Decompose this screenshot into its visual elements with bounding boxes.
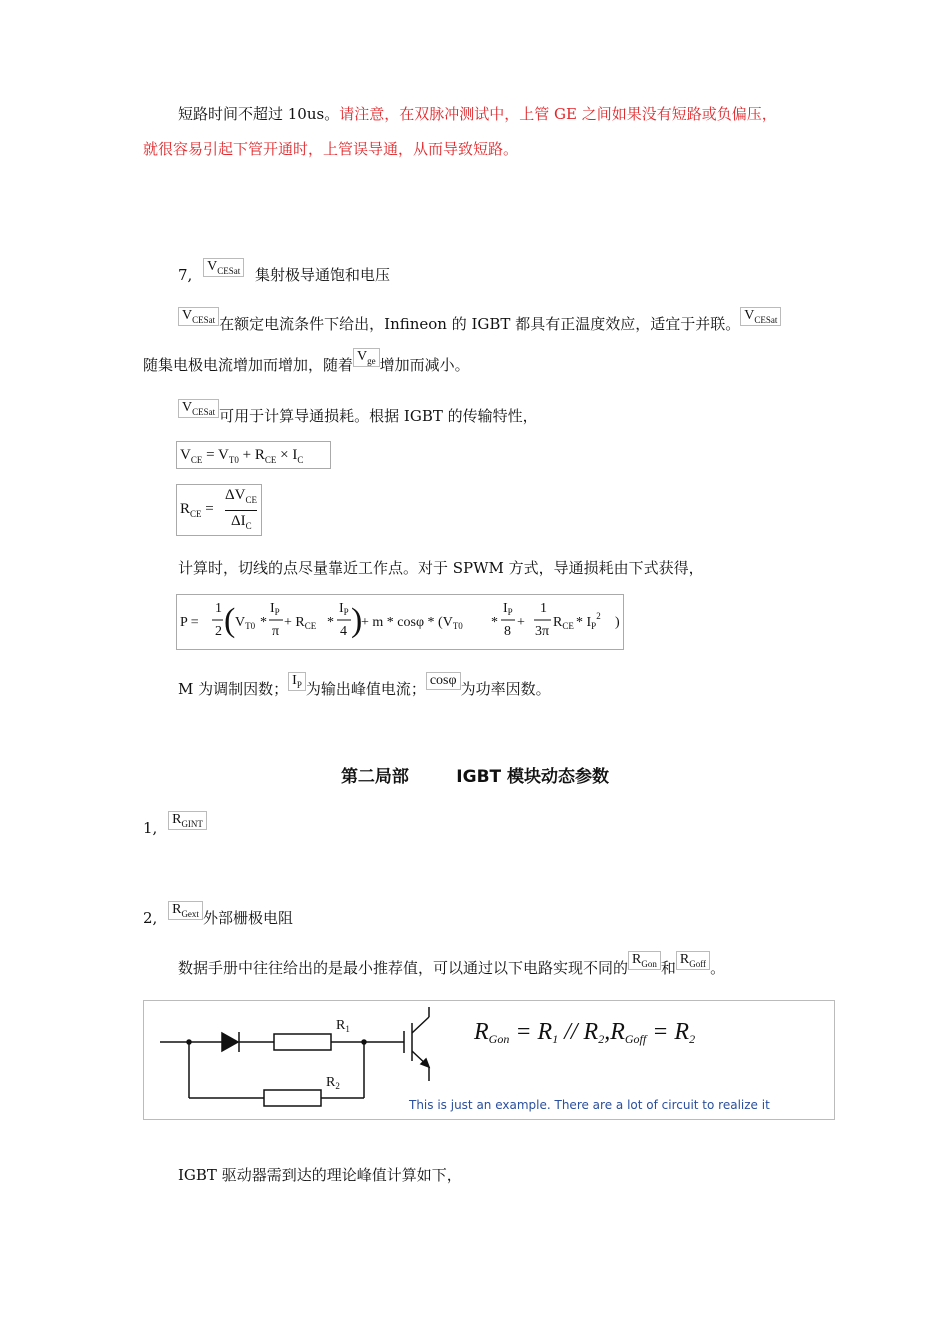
para2-text1: 在额定电流条件下给出，Infineon 的 IGBT 都具有正温度效应，适宜于并联。 xyxy=(219,315,741,333)
item1-num: 1, xyxy=(143,819,158,837)
svg-text:): ) xyxy=(615,615,620,630)
para2-line2 xyxy=(143,349,470,377)
item7-text: 集射极导通饱和电压 xyxy=(255,266,391,284)
rgoff-symbol: $R_{Goff}$ xyxy=(676,951,710,970)
para1-black: 短路时间不超过 10us。 xyxy=(178,105,340,123)
svg-text:+ m * cosφ * (VT0: + m * cosφ * ($V_{T0}$ xyxy=(361,615,463,631)
para3-text: 可用于计算导通损耗。根据 IGBT 的传输特性， xyxy=(219,407,538,425)
equation-power-loss xyxy=(176,594,624,650)
svg-text:IP: $I_P$ xyxy=(339,601,349,617)
para5-t1: 为输出峰值电流； xyxy=(305,680,426,698)
vge-symbol: $V_{ge}$ xyxy=(353,348,380,367)
para4: 计算时，切线的点尽量靠近工作点。对于 SPWM 方式，导通损耗由下式获得， xyxy=(178,559,704,577)
svg-text:+: + xyxy=(517,615,525,630)
cosphi-symbol: cosφ xyxy=(426,672,461,690)
svg-text:8: 8 xyxy=(504,624,511,639)
short-circuit-text xyxy=(178,103,777,124)
svg-text:π: π xyxy=(272,624,280,639)
svg-text:IP: $I_P$ xyxy=(270,601,280,617)
para2-text3: 增加而减小。 xyxy=(379,356,470,374)
svg-text:1: 1 xyxy=(540,601,547,616)
item2-text: 外部栅极电阻 xyxy=(202,909,293,927)
svg-text:): ) xyxy=(351,602,363,639)
item-1 xyxy=(143,812,207,840)
r1-label: $R_1$ xyxy=(336,1018,350,1034)
svg-text:P =: P = xyxy=(180,615,199,630)
svg-text:*: * xyxy=(491,615,498,630)
svg-text:IP: $I_P$ xyxy=(503,601,513,617)
para2-line1 xyxy=(178,308,781,336)
svg-text:3π: 3π xyxy=(535,624,550,639)
para5-t2: 为功率因数。 xyxy=(460,680,551,698)
equation-power-loss-graphic xyxy=(177,595,623,649)
svg-text:VT0: $V_{T0}$ xyxy=(235,615,256,631)
rgon-symbol: $R_{Gon}$ xyxy=(628,951,661,970)
svg-text:*: * xyxy=(260,615,267,630)
item-7 xyxy=(178,259,391,287)
para2-text2: 随集电极电流增加而增加，随着 xyxy=(143,356,354,374)
para1-line2: 就很容易引起下管开通时，上管误导通，从而导致短路。 xyxy=(143,140,519,158)
circuit-diagram xyxy=(144,1001,834,1119)
para5 xyxy=(178,673,551,701)
rgint-symbol: $R_{GINT}$ xyxy=(168,811,207,830)
vcesat-symbol: $V_{CESat}$ xyxy=(203,258,244,277)
para6 xyxy=(178,952,726,980)
svg-text:2: 2 xyxy=(215,624,222,639)
svg-text:+ RCE: + $R_{CE}$ xyxy=(284,615,317,631)
svg-text:*: * xyxy=(327,615,334,630)
section-title: 第二局部 IGBT 模块动态参数 xyxy=(340,767,610,787)
para3 xyxy=(178,400,538,428)
ip-symbol: $I_P$ xyxy=(288,672,306,691)
r2-label: $R_2$ xyxy=(326,1075,340,1091)
vcesat-symbol: $V_{CESat}$ xyxy=(740,307,781,326)
item7-num: 7, xyxy=(178,266,193,284)
circuit-formula: RGon = R1 // R2,RGoff = R2 xyxy=(474,1019,696,1046)
vcesat-symbol: $V_{CESat}$ xyxy=(178,307,219,326)
equation-vce: $V_{CE} = V_{T0} + R_{CE} \times I_C$ xyxy=(176,441,331,469)
equation-rce: $R_{CE}$ = $\Delta V_{CE}$ $\Delta I_C$ xyxy=(176,484,262,536)
svg-text:4: 4 xyxy=(340,624,347,639)
para1-red: 请注意，在双脉冲测试中，上管 GE 之间如果没有短路或负偏压， xyxy=(339,105,777,123)
item-2 xyxy=(143,902,293,930)
para6-end: 。 xyxy=(710,959,726,977)
gate-resistor-circuit-figure xyxy=(143,1000,835,1120)
para6-text: 数据手册中往往给出的是最小推荐值，可以通过以下电路实现不同的 xyxy=(178,959,629,977)
para7: IGBT 驱动器需到达的理论峰值计算如下， xyxy=(178,1166,462,1184)
para5-m: M 为调制因数； xyxy=(178,680,289,698)
rgext-symbol: $R_{Gext}$ xyxy=(168,901,203,920)
para6-and: 和 xyxy=(660,959,676,977)
circuit-caption: This is just an example. There are a lot of circuit to realize it xyxy=(409,1098,770,1112)
svg-text:(: ( xyxy=(224,602,236,639)
svg-text:RCE: $R_{CE}$ xyxy=(553,615,574,631)
item2-num: 2, xyxy=(143,909,158,927)
vcesat-symbol: $V_{CESat}$ xyxy=(178,399,219,418)
svg-text:* IP2: * $I_P^2$ xyxy=(576,611,601,631)
svg-text:1: 1 xyxy=(215,601,222,616)
